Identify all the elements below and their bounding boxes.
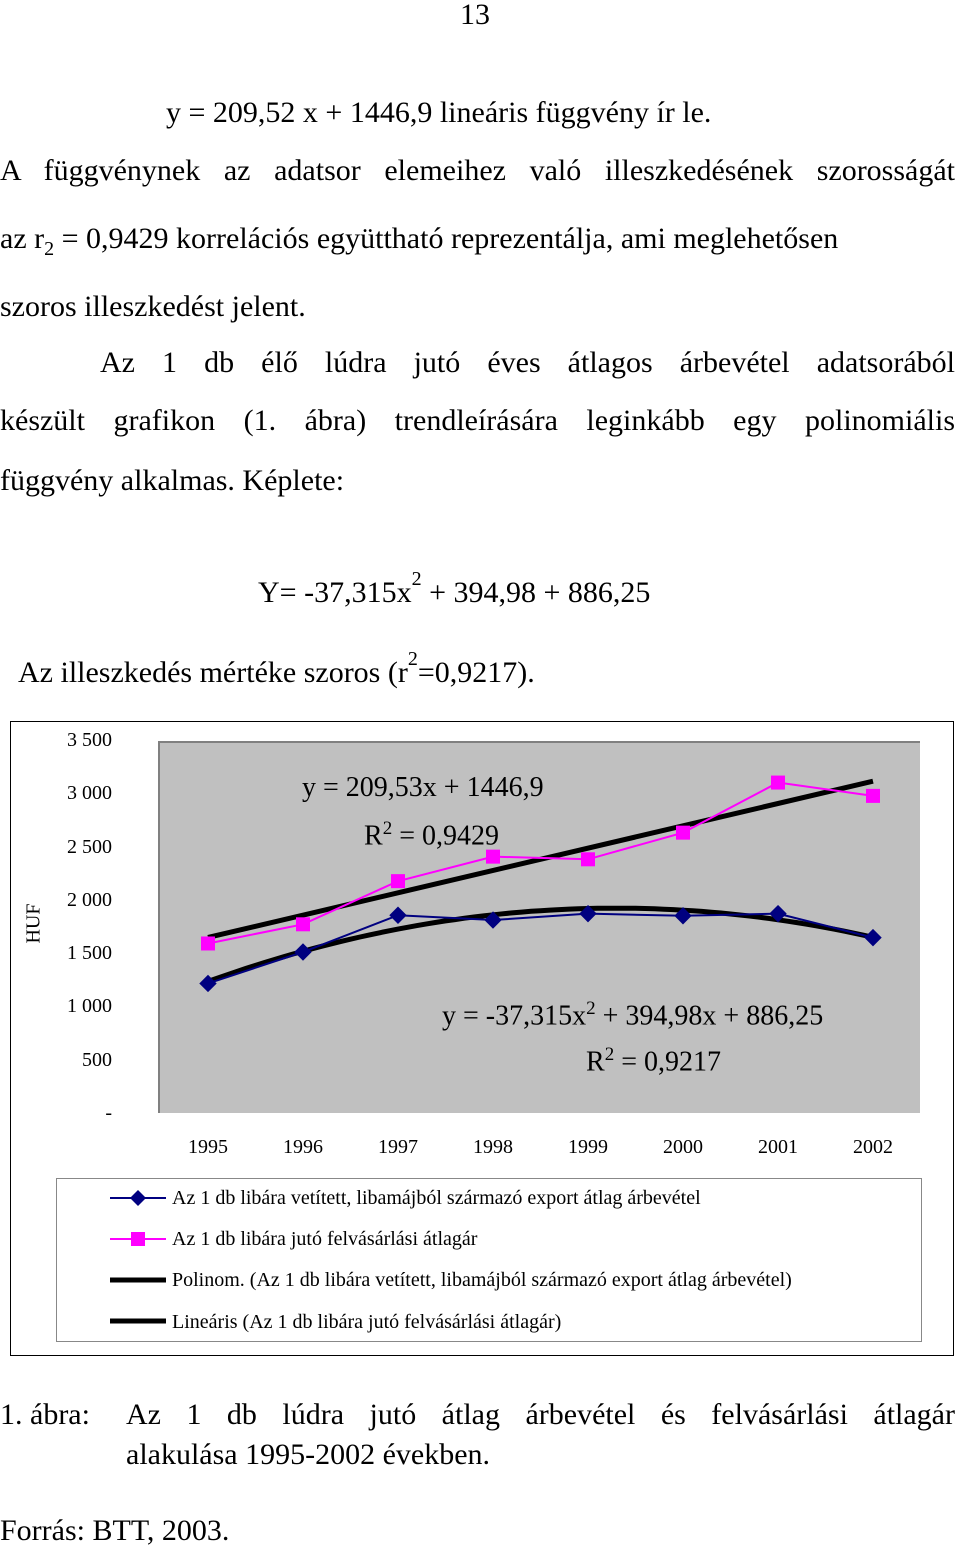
y-tick-label: 3 000 xyxy=(67,782,112,805)
series-1-point xyxy=(865,930,881,946)
polynomial-equation: $y = -37,315x^2 + 394,98x + 886,25$ xyxy=(442,998,824,1032)
x-tick-label: 1997 xyxy=(378,1136,418,1158)
series-2-point xyxy=(296,917,310,931)
paragraph1-line3: az $r_2 = 0,9429$ korrelációs együttható reprezentálja, ami meglehetősen xyxy=(0,222,839,260)
linear-r2: $R^2 = 0,9429$ xyxy=(364,818,499,852)
x-tick-label: 1998 xyxy=(473,1136,513,1158)
y-tick-label: - xyxy=(105,1102,112,1124)
paragraph1-line1: y = 209,52 x + 1446,9 lineáris függvény ír le. xyxy=(166,96,712,129)
fit-sentence: Az illeszkedés mértéke szoros $(r^2=0,9217)$. xyxy=(18,648,535,689)
series-2-point xyxy=(771,776,785,790)
caption-line2: alakulása 1995-2002 években. xyxy=(126,1438,491,1471)
paragraph2-line1: Az 1 db élő lúdra jutó éves átlagos árbevétel adatsorából xyxy=(100,346,955,379)
source-line: Forrás: BTT, 2003. xyxy=(0,1514,230,1547)
paragraph1-line2: A függvénynek az adatsor elemeihez való illeszkedésének szorosságát xyxy=(0,154,955,187)
polynomial-r2: $R^2 = 0,9217$ xyxy=(586,1044,721,1078)
legend-trend-poly-label: Polinom. (Az 1 db libára vetített, libamájból származó export átlag árbevétel) xyxy=(172,1269,792,1291)
caption-line1: Az 1 db lúdra jutó átlag árbevétel és felvásárlási átlagár xyxy=(126,1398,955,1431)
y-tick-label: 1 000 xyxy=(67,995,112,1018)
polynomial-formula: $Y= -37,315x^2 + 394,98 + 886,25$ xyxy=(258,568,651,609)
x-tick-label: 1996 xyxy=(283,1136,323,1158)
x-tick-label: 2001 xyxy=(758,1136,798,1158)
x-tick-label: 2000 xyxy=(663,1136,703,1158)
caption-label: 1. ábra: xyxy=(0,1398,90,1431)
paragraph2-line3: függvény alkalmas. Képlete: xyxy=(0,464,345,497)
legend-series-1-label: Az 1 db libára vetített, libamájból származó export átlag árbevétel xyxy=(172,1187,701,1209)
series-2-point xyxy=(866,789,880,803)
legend-trend-linear-label: Lineáris (Az 1 db libára jutó felvásárlási átlagár) xyxy=(172,1311,562,1333)
y-tick-label: 500 xyxy=(82,1048,112,1071)
paragraph1-line4: szoros illeszkedést jelent. xyxy=(0,290,306,323)
x-tick-label: 1995 xyxy=(188,1136,228,1158)
series-1-point xyxy=(295,944,311,960)
linear-equation: y = 209,53x + 1446,9 xyxy=(302,772,544,803)
series-2-point xyxy=(676,826,690,840)
page-number: 13 xyxy=(460,0,490,31)
y-tick-label: 2 000 xyxy=(67,888,112,911)
series-1-point xyxy=(390,907,406,923)
x-tick-label: 1999 xyxy=(568,1136,608,1158)
y-tick-label: 1 500 xyxy=(67,942,112,965)
series-2-point xyxy=(201,936,215,950)
y-axis-label: HUF xyxy=(22,903,45,944)
paragraph2-line2: készült grafikon (1. ábra) trendleírására leginkább egy polinomiális xyxy=(0,404,955,437)
x-tick-label: 2002 xyxy=(853,1136,893,1158)
y-tick-label: 2 500 xyxy=(67,835,112,858)
series-2-point xyxy=(391,874,405,888)
legend-series-2-label: Az 1 db libára jutó felvásárlási átlagár xyxy=(172,1228,478,1250)
series-2-point xyxy=(581,852,595,866)
y-tick-label: 3 500 xyxy=(67,729,112,751)
